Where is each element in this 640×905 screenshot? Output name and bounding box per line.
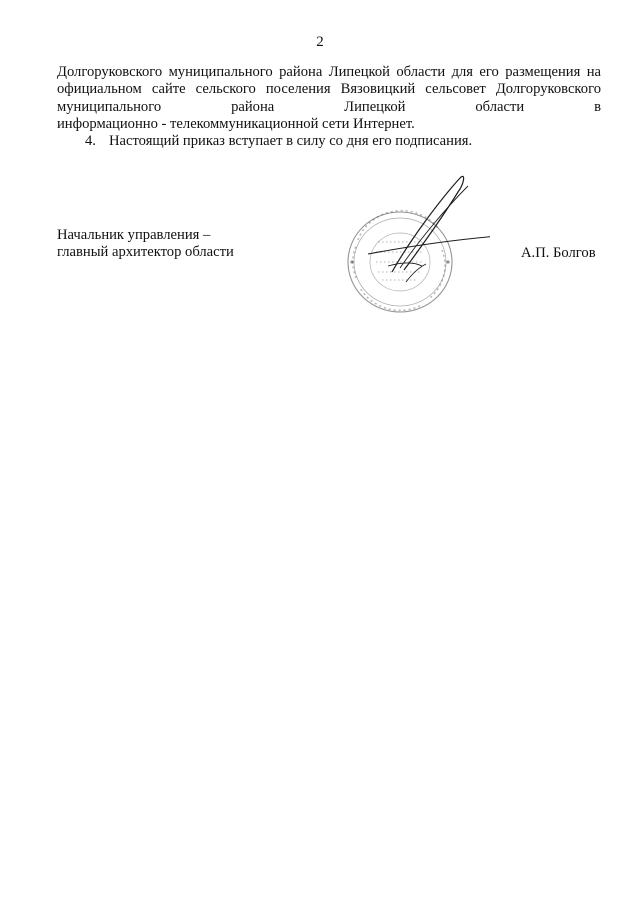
list-item-4: [57, 133, 601, 150]
signer-position-line: главный архитектор области: [57, 244, 234, 261]
signer-name: А.П. Болгов: [521, 245, 596, 261]
signer-position: [57, 227, 234, 262]
paragraph-word: области: [475, 98, 525, 115]
page-number: 2: [316, 34, 324, 50]
paragraph-word: Липецкой: [344, 98, 406, 115]
list-item-number: 4.: [85, 133, 96, 150]
paragraph-line: Долгоруковского муниципального района Липецкой области для его размещения на: [57, 64, 601, 80]
paragraph-line: официальном сайте сельского поселения Вязовицкий сельсовет Долгоруковского: [57, 81, 601, 98]
paragraph-line: [57, 99, 601, 116]
paragraph-word: муниципального: [57, 98, 162, 115]
paragraph-word: района: [231, 98, 275, 115]
paragraph-word: в: [594, 98, 601, 115]
continuation-paragraph: [57, 64, 601, 133]
signer-position-line: Начальник управления –: [57, 227, 211, 243]
paragraph-line: информационно - телекоммуникационной сети Интернет.: [57, 115, 415, 132]
document-body: [57, 64, 601, 150]
list-item-text: Настоящий приказ вступает в силу со дня его подписания.: [109, 133, 473, 150]
signature-block: [57, 227, 601, 347]
